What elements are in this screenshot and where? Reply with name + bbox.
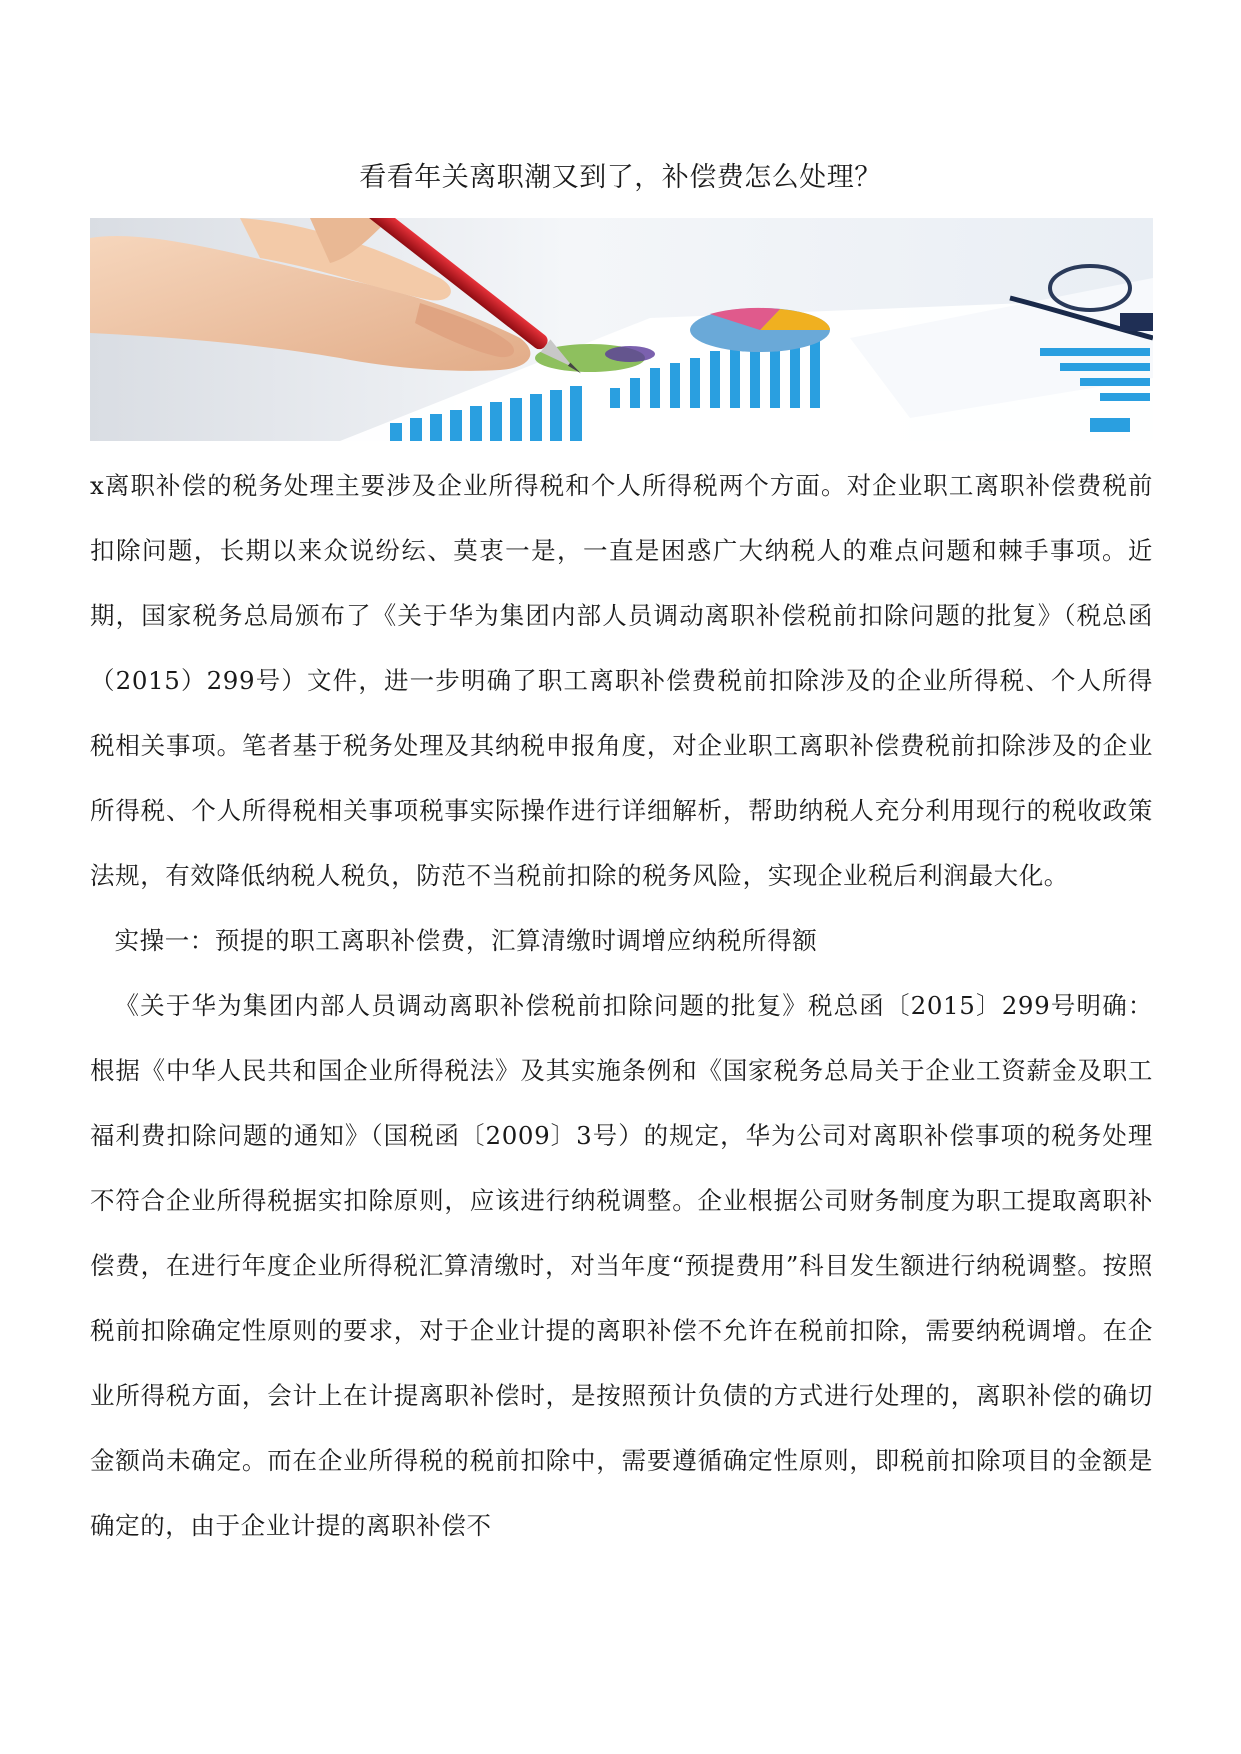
section-heading: 实操一：预提的职工离职补偿费，汇算清缴时调增应纳税所得额: [114, 926, 818, 955]
article-body: [90, 453, 1153, 1558]
page-title: 看看年关离职潮又到了，补偿费怎么处理？: [359, 162, 882, 193]
paragraph-body: 《关于华为集团内部人员调动离职补偿税前扣除问题的批复》税总函〔2015〕299号明确：根据《中华人民共和国企业所得税法》及其实施条例和《国家税务总局关于企业工资薪金及职工福利费扣除问题的通知》（国税函〔2009〕3号）的规定，华为公司对离职补偿事项的税务处理不符合企业所得税据实扣除原则，应该进行纳税调整。企业根据公司财务制度为职工提取离职补偿费，在进行年度企业所得税汇算清缴时，对当年度“预提费用”科目发生额进行纳税调整。按照税前扣除确定性原则的要求，对于企业计提的离职补偿不允许在税前扣除，需要纳税调增。在企业所得税方面，会计上在计提离职补偿时，是按照预计负债的方式进行处理的，离职补偿的确切金额尚未确定。而在企业所得税的税前扣除中，需要遵循确定性原则，即税前扣除项目的金额是确定的，由于企业计提的离职补偿不: [90, 991, 1153, 1540]
hero-image: [90, 218, 1153, 441]
paragraph-intro: x离职补偿的税务处理主要涉及企业所得税和个人所得税两个方面。对企业职工离职补偿费税前扣除问题，长期以来众说纷纭、莫衷一是，一直是困惑广大纳税人的难点问题和棘手事项。近期，国家税务总局颁布了《关于华为集团内部人员调动离职补偿税前扣除问题的批复》（税总函（2015）299号）文件，进一步明确了职工离职补偿费税前扣除涉及的企业所得税、个人所得税相关事项。笔者基于税务处理及其纳税申报角度，对企业职工离职补偿费税前扣除涉及的企业所得税、个人所得税相关事项税事实际操作进行详细解析，帮助纳税人充分利用现行的税收政策法规，有效降低纳税人税负，防范不当税前扣除的税务风险，实现企业税后利润最大化。: [90, 471, 1153, 890]
hero-illustration: [90, 218, 1153, 441]
